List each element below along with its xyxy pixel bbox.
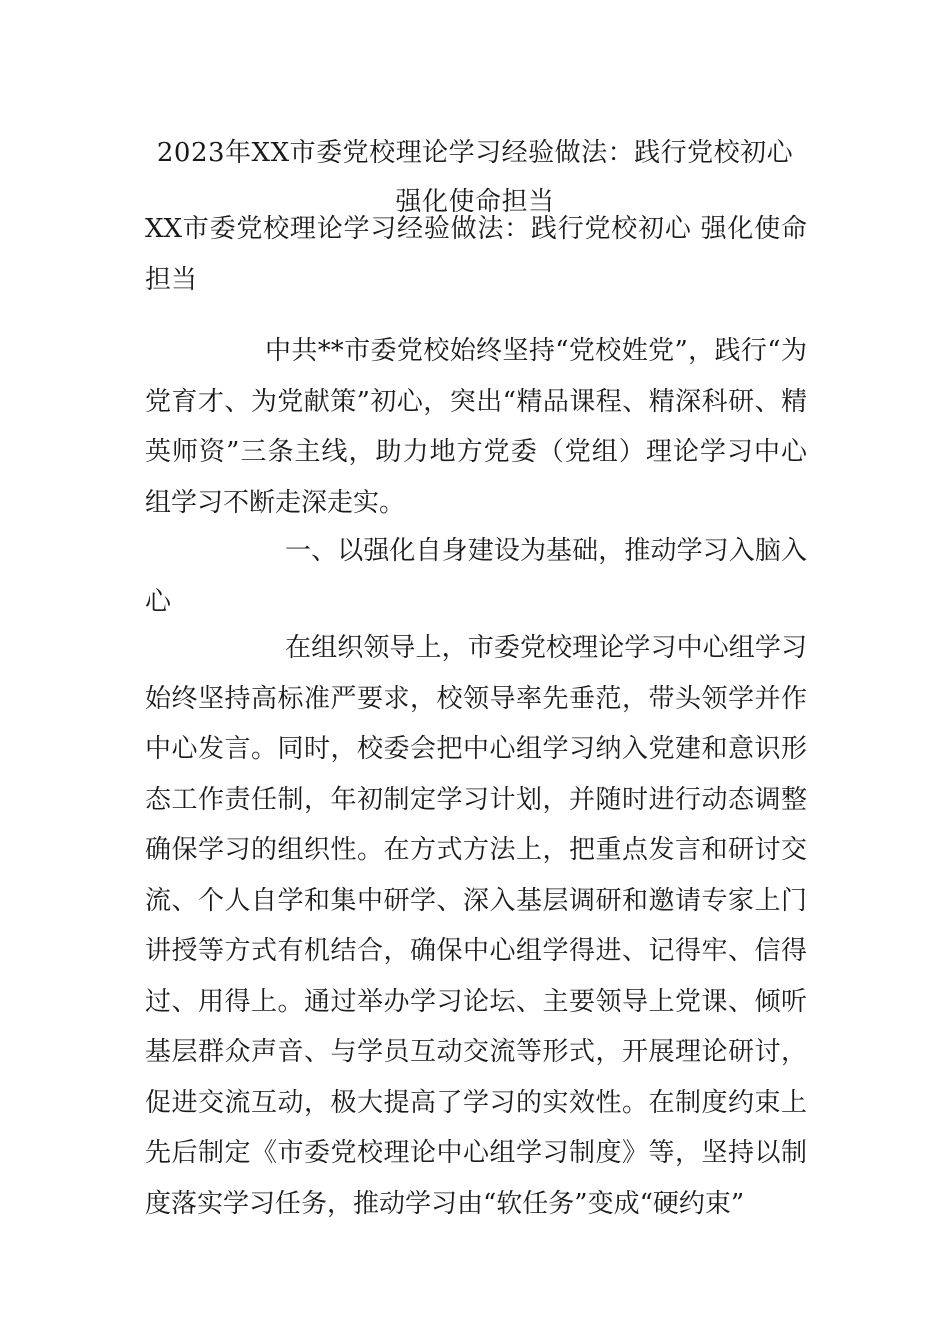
- document-title-line-2: 强化使命担当: [395, 187, 555, 217]
- section-heading-1: 一、以强化自身建设为基础，推动学习入脑入心: [145, 536, 807, 617]
- intro-paragraph: 中共**市委党校始终坚持“党校姓党”，践行“为党育才、为党献策”初心，突出“精品课程、精深科研、精英师资”三条主线，助力地方党委（党组）理论学习中心组学习不断走深走实。: [145, 336, 807, 518]
- section-body-1: 在组织领导上，市委党校理论学习中心组学习始终坚持高标准严要求，校领导率先垂范，带头领学并作中心发言。同时，校委会把中心组学习纳入党建和意识形态工作责任制，年初制定学习计划，并随时进行动态调整确保学习的组织性。在方式方法上，把重点发言和研讨交流、个人自学和集中研学、深入基层调研和邀请专家上门讲授等方式有机结合，确保中心组学得进、记得牢、信得过、用得上。通过举办学习论坛、主要领导上党课、倾听基层群众声音、与学员互动交流等形式，开展理论研讨，促进交流互动，极大提高了学习的实效性。在制度约束上先后制定《市委党校理论中心组学习制度》等，坚持以制度落实学习任务，推动学习由“软任务”变成“硬约束”: [145, 633, 807, 1219]
- document-subtitle: XX市委党校理论学习经验做法：践行党校初心 强化使命担当: [145, 214, 807, 295]
- document-title-line-1: 2023年XX市委党校理论学习经验做法：践行党校初心: [156, 138, 794, 168]
